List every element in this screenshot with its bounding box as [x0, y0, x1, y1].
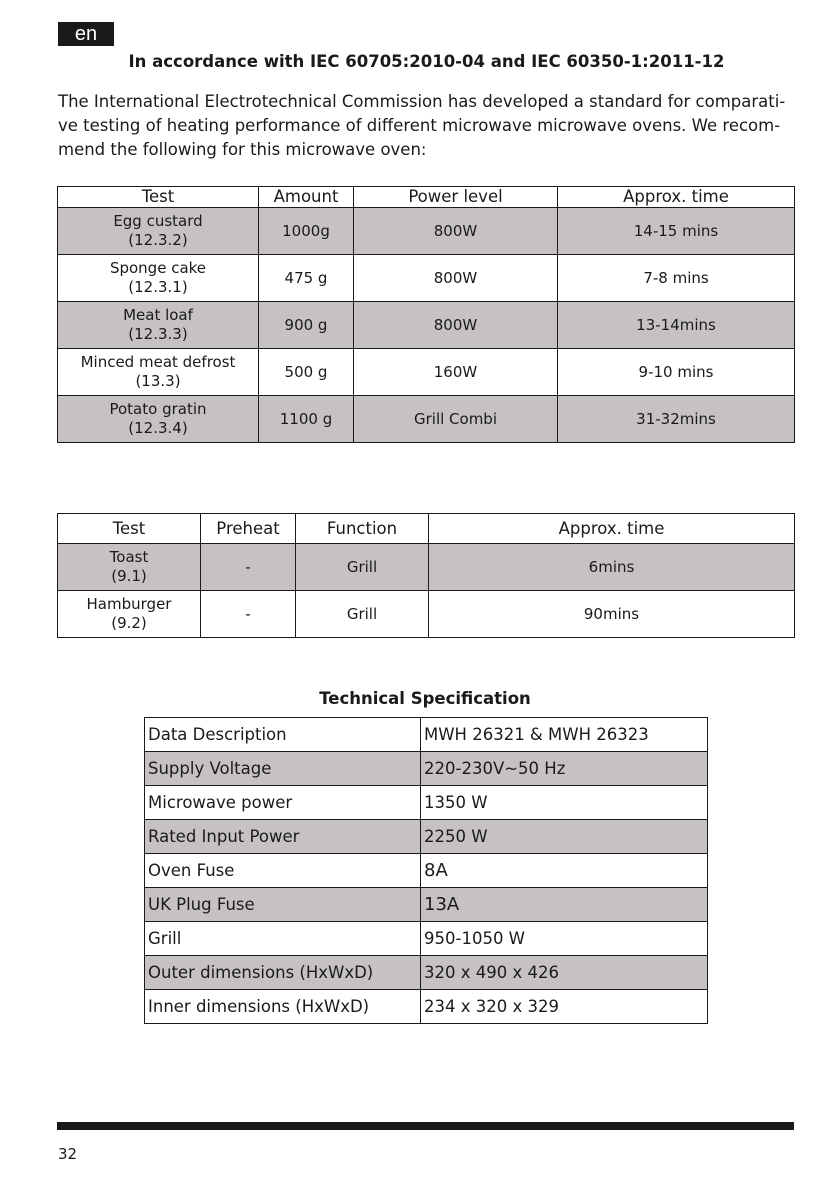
- table-row: [58, 302, 795, 349]
- spec-value: 950-1050 W: [421, 922, 708, 956]
- test-cell: [58, 544, 201, 591]
- column-header: Preheat: [201, 514, 296, 544]
- amount-cell: 1000g: [259, 208, 354, 255]
- spec-value: 234 x 320 x 329: [421, 990, 708, 1024]
- footer-rule: [57, 1122, 794, 1130]
- table-row: [145, 922, 708, 956]
- table-row: [145, 752, 708, 786]
- table-row: [58, 544, 795, 591]
- spec-value: 2250 W: [421, 820, 708, 854]
- spec-label: Outer dimensions (HxWxD): [145, 956, 421, 990]
- table-row: [145, 854, 708, 888]
- amount-cell: 500 g: [259, 349, 354, 396]
- table-row: [58, 349, 795, 396]
- intro-paragraph: [58, 90, 798, 162]
- test-cell: [58, 302, 259, 349]
- test-name: Egg custard: [113, 212, 203, 230]
- test-cell: [58, 591, 201, 638]
- column-header: Approx. time: [429, 514, 795, 544]
- intro-line: ve testing of heating performance of different microwave microwave ovens. We recom-: [58, 116, 781, 135]
- intro-line: The International Electrotechnical Commission has developed a standard for comparati-: [58, 92, 786, 111]
- test-code: (13.3): [135, 372, 181, 390]
- spec-value: 220-230V~50 Hz: [421, 752, 708, 786]
- amount-cell: 1100 g: [259, 396, 354, 443]
- spec-heading: Technical Specification: [319, 689, 531, 708]
- time-cell: 7-8 mins: [558, 255, 795, 302]
- test-cell: [58, 349, 259, 396]
- time-cell: 6mins: [429, 544, 795, 591]
- table-row: [58, 208, 795, 255]
- spec-label: Inner dimensions (HxWxD): [145, 990, 421, 1024]
- test-code: (12.3.4): [128, 419, 188, 437]
- power-cell: Grill Combi: [354, 396, 558, 443]
- function-cell: Grill: [296, 544, 429, 591]
- standard-heading: In accordance with IEC 60705:2010-04 and IEC 60350-1:2011-12: [128, 52, 725, 71]
- test-cell: [58, 396, 259, 443]
- language-badge: en: [58, 22, 114, 46]
- column-header: Power level: [354, 187, 558, 208]
- spec-label: Rated Input Power: [145, 820, 421, 854]
- power-cell: 800W: [354, 255, 558, 302]
- test-name: Potato gratin: [109, 400, 207, 418]
- microwave-test-table: [57, 186, 795, 443]
- test-code: (12.3.3): [128, 325, 188, 343]
- time-cell: 9-10 mins: [558, 349, 795, 396]
- table-row: [58, 591, 795, 638]
- amount-cell: 475 g: [259, 255, 354, 302]
- test-name: Toast: [109, 548, 149, 566]
- test-name: Meat loaf: [123, 306, 193, 324]
- grill-test-table: [57, 513, 795, 638]
- table-row: [145, 956, 708, 990]
- time-cell: 14-15 mins: [558, 208, 795, 255]
- spec-value: 8A: [421, 854, 708, 888]
- column-header: Test: [58, 514, 201, 544]
- function-cell: Grill: [296, 591, 429, 638]
- test-name: Hamburger: [86, 595, 172, 613]
- table-row: [58, 396, 795, 443]
- column-header: Test: [58, 187, 259, 208]
- time-cell: 13-14mins: [558, 302, 795, 349]
- spec-label: UK Plug Fuse: [145, 888, 421, 922]
- spec-label: Microwave power: [145, 786, 421, 820]
- page-number: 32: [58, 1145, 78, 1163]
- spec-value: 320 x 490 x 426: [421, 956, 708, 990]
- test-code: (12.3.2): [128, 231, 188, 249]
- amount-cell: 900 g: [259, 302, 354, 349]
- spec-table: [144, 717, 708, 1024]
- test-cell: [58, 208, 259, 255]
- power-cell: 160W: [354, 349, 558, 396]
- spec-value: 13A: [421, 888, 708, 922]
- power-cell: 800W: [354, 208, 558, 255]
- spec-label: Grill: [145, 922, 421, 956]
- table-header-row: [58, 187, 795, 208]
- test-code: (9.2): [111, 614, 147, 632]
- table-row: [145, 990, 708, 1024]
- column-header: Function: [296, 514, 429, 544]
- spec-value: MWH 26321 & MWH 26323: [421, 718, 708, 752]
- test-cell: [58, 255, 259, 302]
- table-row: [145, 786, 708, 820]
- spec-value: 1350 W: [421, 786, 708, 820]
- preheat-cell: -: [201, 544, 296, 591]
- preheat-cell: -: [201, 591, 296, 638]
- power-cell: 800W: [354, 302, 558, 349]
- test-name: Minced meat defrost: [80, 353, 236, 371]
- table-row: [58, 255, 795, 302]
- table-row: [145, 820, 708, 854]
- spec-label: Supply Voltage: [145, 752, 421, 786]
- time-cell: 90mins: [429, 591, 795, 638]
- test-code: (12.3.1): [128, 278, 188, 296]
- table-row: [145, 888, 708, 922]
- spec-label: Data Description: [145, 718, 421, 752]
- spec-label: Oven Fuse: [145, 854, 421, 888]
- test-code: (9.1): [111, 567, 147, 585]
- column-header: Approx. time: [558, 187, 795, 208]
- column-header: Amount: [259, 187, 354, 208]
- test-name: Sponge cake: [109, 259, 207, 277]
- table-row: [145, 718, 708, 752]
- time-cell: 31-32mins: [558, 396, 795, 443]
- intro-line: mend the following for this microwave oven:: [58, 140, 427, 159]
- table-header-row: [58, 514, 795, 544]
